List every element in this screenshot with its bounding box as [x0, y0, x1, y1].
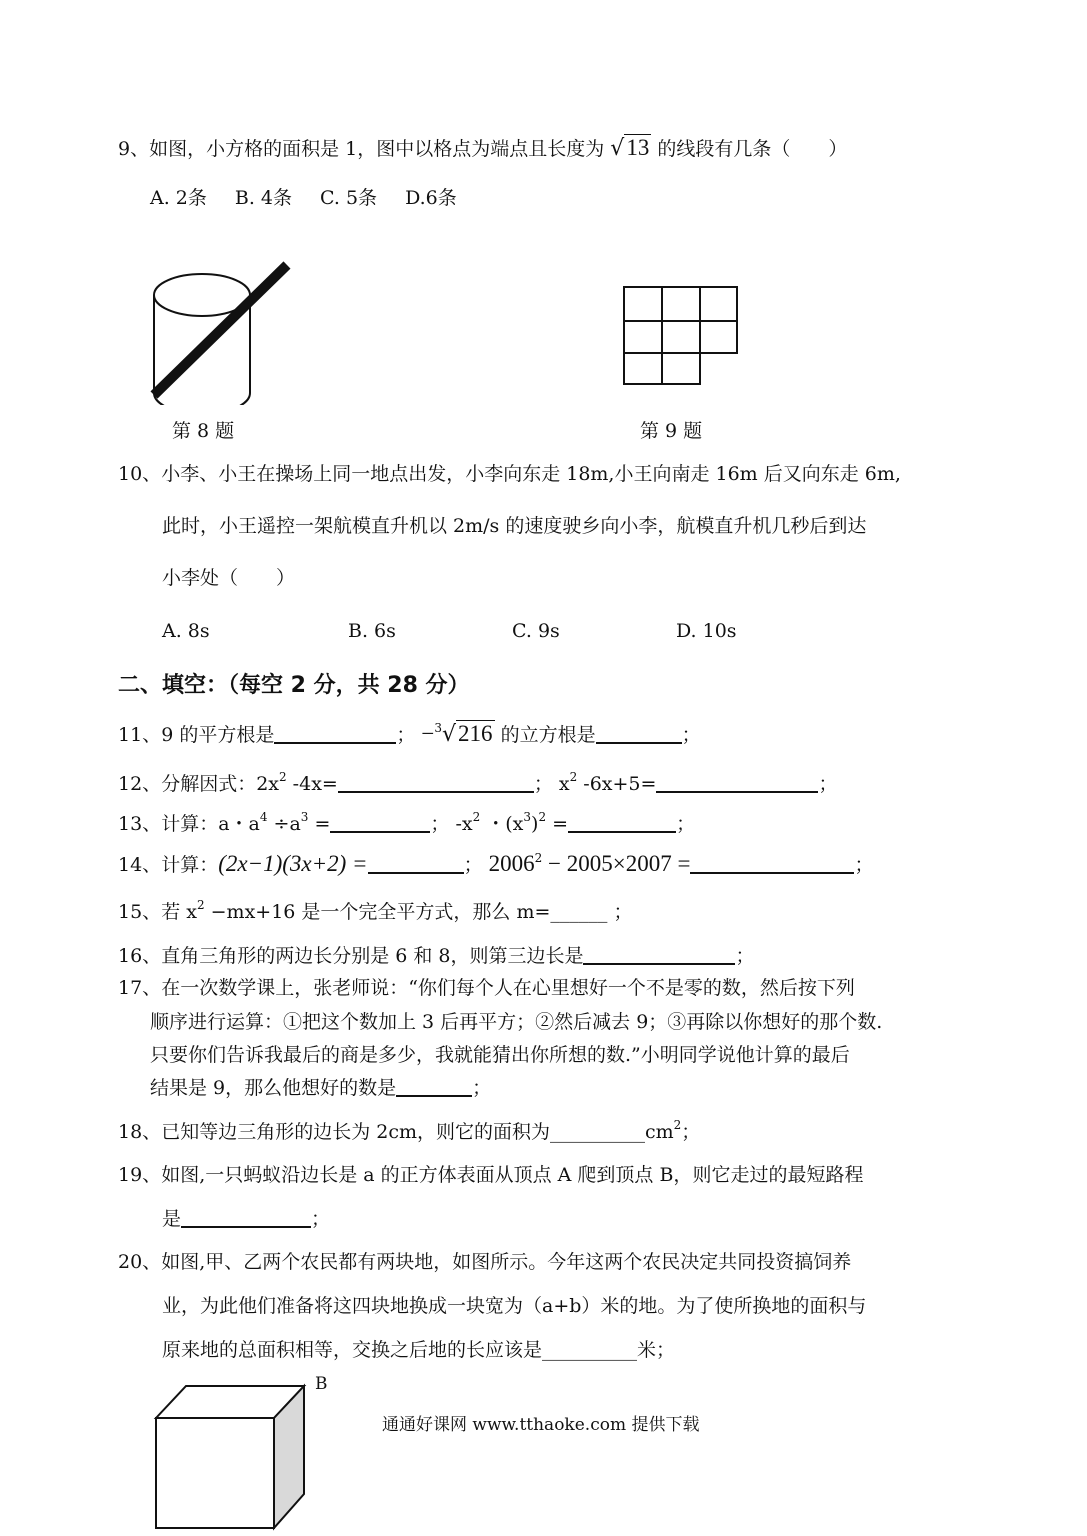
- q13-text-a: 计算：a・a: [161, 813, 260, 835]
- q14-blank-2[interactable]: [690, 854, 854, 874]
- q15-exponent: 2: [196, 898, 205, 912]
- q14-text-a: 计算：: [161, 854, 219, 876]
- q11-line: [118, 722, 701, 747]
- q12-blank-2[interactable]: [656, 773, 818, 793]
- q14-expression-1: (2x−1)(3x+2) =: [218, 851, 368, 876]
- q12-end: ；: [818, 773, 838, 795]
- q13-text-b3: ): [531, 813, 539, 835]
- q13-exp-b1: 2: [472, 810, 481, 824]
- q13-exp-a1: 4: [259, 810, 268, 824]
- q19-line2: [162, 1207, 330, 1231]
- q13-exp-a2: 3: [300, 810, 309, 824]
- q13-separator: ；: [430, 813, 450, 835]
- footer-text: 通通好课网 www.tthaoke.com 提供下载: [382, 1415, 700, 1435]
- q9-line: [118, 136, 847, 161]
- q18-line: [118, 1120, 700, 1144]
- cube-figure: [150, 1382, 310, 1532]
- q12-separator: ；: [533, 773, 553, 795]
- q12-blank-1[interactable]: [338, 773, 534, 793]
- q12-number: 12、: [118, 773, 162, 795]
- q11-blank-2[interactable]: [596, 724, 682, 744]
- q10-option-b: B. 6s: [348, 620, 396, 642]
- q13-text-b4: =: [546, 813, 569, 835]
- q20-number: 20、: [118, 1251, 162, 1273]
- q16-blank[interactable]: [583, 945, 735, 965]
- q12-text-a: 分解因式：2x: [161, 773, 279, 795]
- q10-line2: 此时，小王遥控一架航模直升机以 2m/s 的速度驶乡向小李，航模直升机几秒后到达: [162, 515, 867, 537]
- q11-text-b: 的立方根是: [500, 724, 596, 746]
- q10-option-a: A. 8s: [162, 620, 210, 642]
- q15-line: [118, 900, 632, 924]
- q17-line1: [118, 976, 855, 1000]
- q9-radicand: 13: [626, 135, 650, 160]
- q15-number: 15、: [118, 901, 162, 923]
- q10-option-c: C. 9s: [512, 620, 560, 642]
- q13-blank-2[interactable]: [568, 813, 676, 833]
- q16-end: ；: [735, 945, 755, 967]
- q12-text-b: x: [558, 773, 570, 795]
- q13-end: ；: [676, 813, 696, 835]
- q14-blank-1[interactable]: [368, 854, 464, 874]
- q12-line: [118, 772, 837, 796]
- q17-text-1: 在一次数学课上，张老师说：“你们每个人在心里想好一个不是零的数，然后按下列: [161, 977, 855, 999]
- q19-text-2: 是: [162, 1208, 182, 1230]
- q10-line3: 小李处（ ）: [162, 567, 296, 589]
- q11-radicand: 216: [458, 721, 493, 746]
- q12-exp-a: 2: [279, 770, 287, 784]
- q12-exp-b: 2: [569, 770, 578, 784]
- q9-options: [150, 186, 485, 210]
- q14-base: 2006: [488, 851, 535, 876]
- q13-text-a3: =: [308, 813, 331, 835]
- q19-line1: [118, 1163, 863, 1187]
- q17-number: 17、: [118, 977, 162, 999]
- cube-vertex-b: B: [315, 1374, 328, 1394]
- q16-text: 直角三角形的两边长分别是 6 和 8，则第三边长是: [161, 945, 584, 967]
- q18-exponent: 2: [673, 1118, 682, 1132]
- q14-end: ；: [854, 854, 874, 876]
- q11-minus: −: [421, 721, 435, 746]
- q11-cube-root: $^3$√216: [434, 721, 493, 747]
- figure-8-cylinder: [140, 255, 305, 405]
- q19-text-1: 如图,一只蚂蚁沿边长是 a 的正方体表面从顶点 A 爬到顶点 B，则它走过的最短路程: [161, 1164, 864, 1186]
- q19-blank[interactable]: [181, 1208, 311, 1228]
- q19-end: ；: [311, 1208, 331, 1230]
- q18-end: ；: [681, 1121, 701, 1143]
- q9-option-b: B. 4条: [234, 187, 293, 209]
- q20-text-1: 如图,甲、乙两个农民都有两块地，如图所示。今年这两个农民决定共同投资搞饲养: [161, 1251, 852, 1273]
- q9-option-c: C. 5条: [320, 187, 378, 209]
- figure-9-caption: 第 9 题: [640, 420, 703, 442]
- q17-text-4: 结果是 9，那么他想好的数是: [150, 1077, 397, 1099]
- q10-line1: [118, 462, 901, 486]
- q18-number: 18、: [118, 1121, 162, 1143]
- q17-blank[interactable]: [396, 1077, 472, 1097]
- q11-end: ；: [681, 724, 701, 746]
- q13-text-b: -x: [455, 813, 473, 835]
- q20-line1: [118, 1250, 851, 1274]
- q17-line4: [150, 1076, 491, 1100]
- q15-text-a: 若 x: [161, 901, 197, 923]
- q9-number: 9、: [118, 138, 150, 160]
- q18-text: 已知等边三角形的边长为 2cm，则它的面积为__________cm: [161, 1121, 674, 1143]
- q11-root-index: 3: [434, 721, 443, 735]
- q13-number: 13、: [118, 813, 162, 835]
- q13-exp-b2: 3: [523, 810, 532, 824]
- q9-option-a: A. 2条: [150, 187, 207, 209]
- q11-blank-1[interactable]: [274, 724, 396, 744]
- q14-separator: ；: [463, 854, 483, 876]
- q13-line: [118, 812, 695, 836]
- q11-separator: ；: [396, 724, 416, 746]
- q9-option-d: D.6条: [405, 187, 457, 209]
- q20-line3: 原来地的总面积相等，交换之后地的长应该是__________米；: [162, 1339, 676, 1361]
- q14-line: [118, 852, 873, 877]
- q17-line2: 顺序进行运算：①把这个数加上 3 后再平方；②然后减去 9；③再除以你想好的那个数.: [150, 1011, 883, 1033]
- q11-number: 11、: [118, 724, 162, 746]
- q15-text-a2: −mx+16 是一个完全平方式，那么 m=______ ；: [204, 901, 633, 923]
- q19-number: 19、: [118, 1164, 162, 1186]
- q12-text-b2: -6x+5=: [577, 773, 657, 795]
- q20-line2: 业，为此他们准备将这四块地换成一块宽为（a+b）米的地。为了使所换地的面积与: [162, 1295, 867, 1317]
- q9-text-after: 的线段有几条（ ）: [657, 138, 848, 160]
- figure-9-grid: [620, 283, 742, 388]
- q11-text-a: 9 的平方根是: [161, 724, 275, 746]
- q12-text-a2: -4x=: [286, 773, 338, 795]
- q17-line3: 只要你们告诉我最后的商是多少，我就能猜出你所想的数.”小明同学说他计算的最后: [150, 1044, 850, 1066]
- q13-exp-b3: 2: [538, 810, 547, 824]
- q17-end: ；: [472, 1077, 492, 1099]
- q14-number: 14、: [118, 854, 162, 876]
- q13-text-a2: ÷a: [267, 813, 301, 835]
- q9-text-before: 如图，小方格的面积是 1，图中以格点为端点且长度为: [149, 138, 605, 160]
- q13-blank-1[interactable]: [330, 813, 430, 833]
- q10-option-d: D. 10s: [676, 620, 737, 642]
- q10-text-1: 小李、小王在操场上同一地点出发，小李向东走 18m,小王向南走 16m 后又向东走 6m,: [161, 463, 901, 485]
- q13-text-b2: ・(x: [480, 813, 524, 835]
- q14-exponent: 2: [534, 851, 543, 865]
- q14-expression-2: − 2005×2007 =: [542, 851, 691, 876]
- q16-line: [118, 944, 755, 968]
- q10-number: 10、: [118, 463, 162, 485]
- figure-8-caption: 第 8 题: [172, 420, 235, 442]
- q9-sqrt: √13: [610, 135, 650, 161]
- section-2-heading: 二、填空：（每空 2 分，共 28 分）: [118, 673, 470, 698]
- q16-number: 16、: [118, 945, 162, 967]
